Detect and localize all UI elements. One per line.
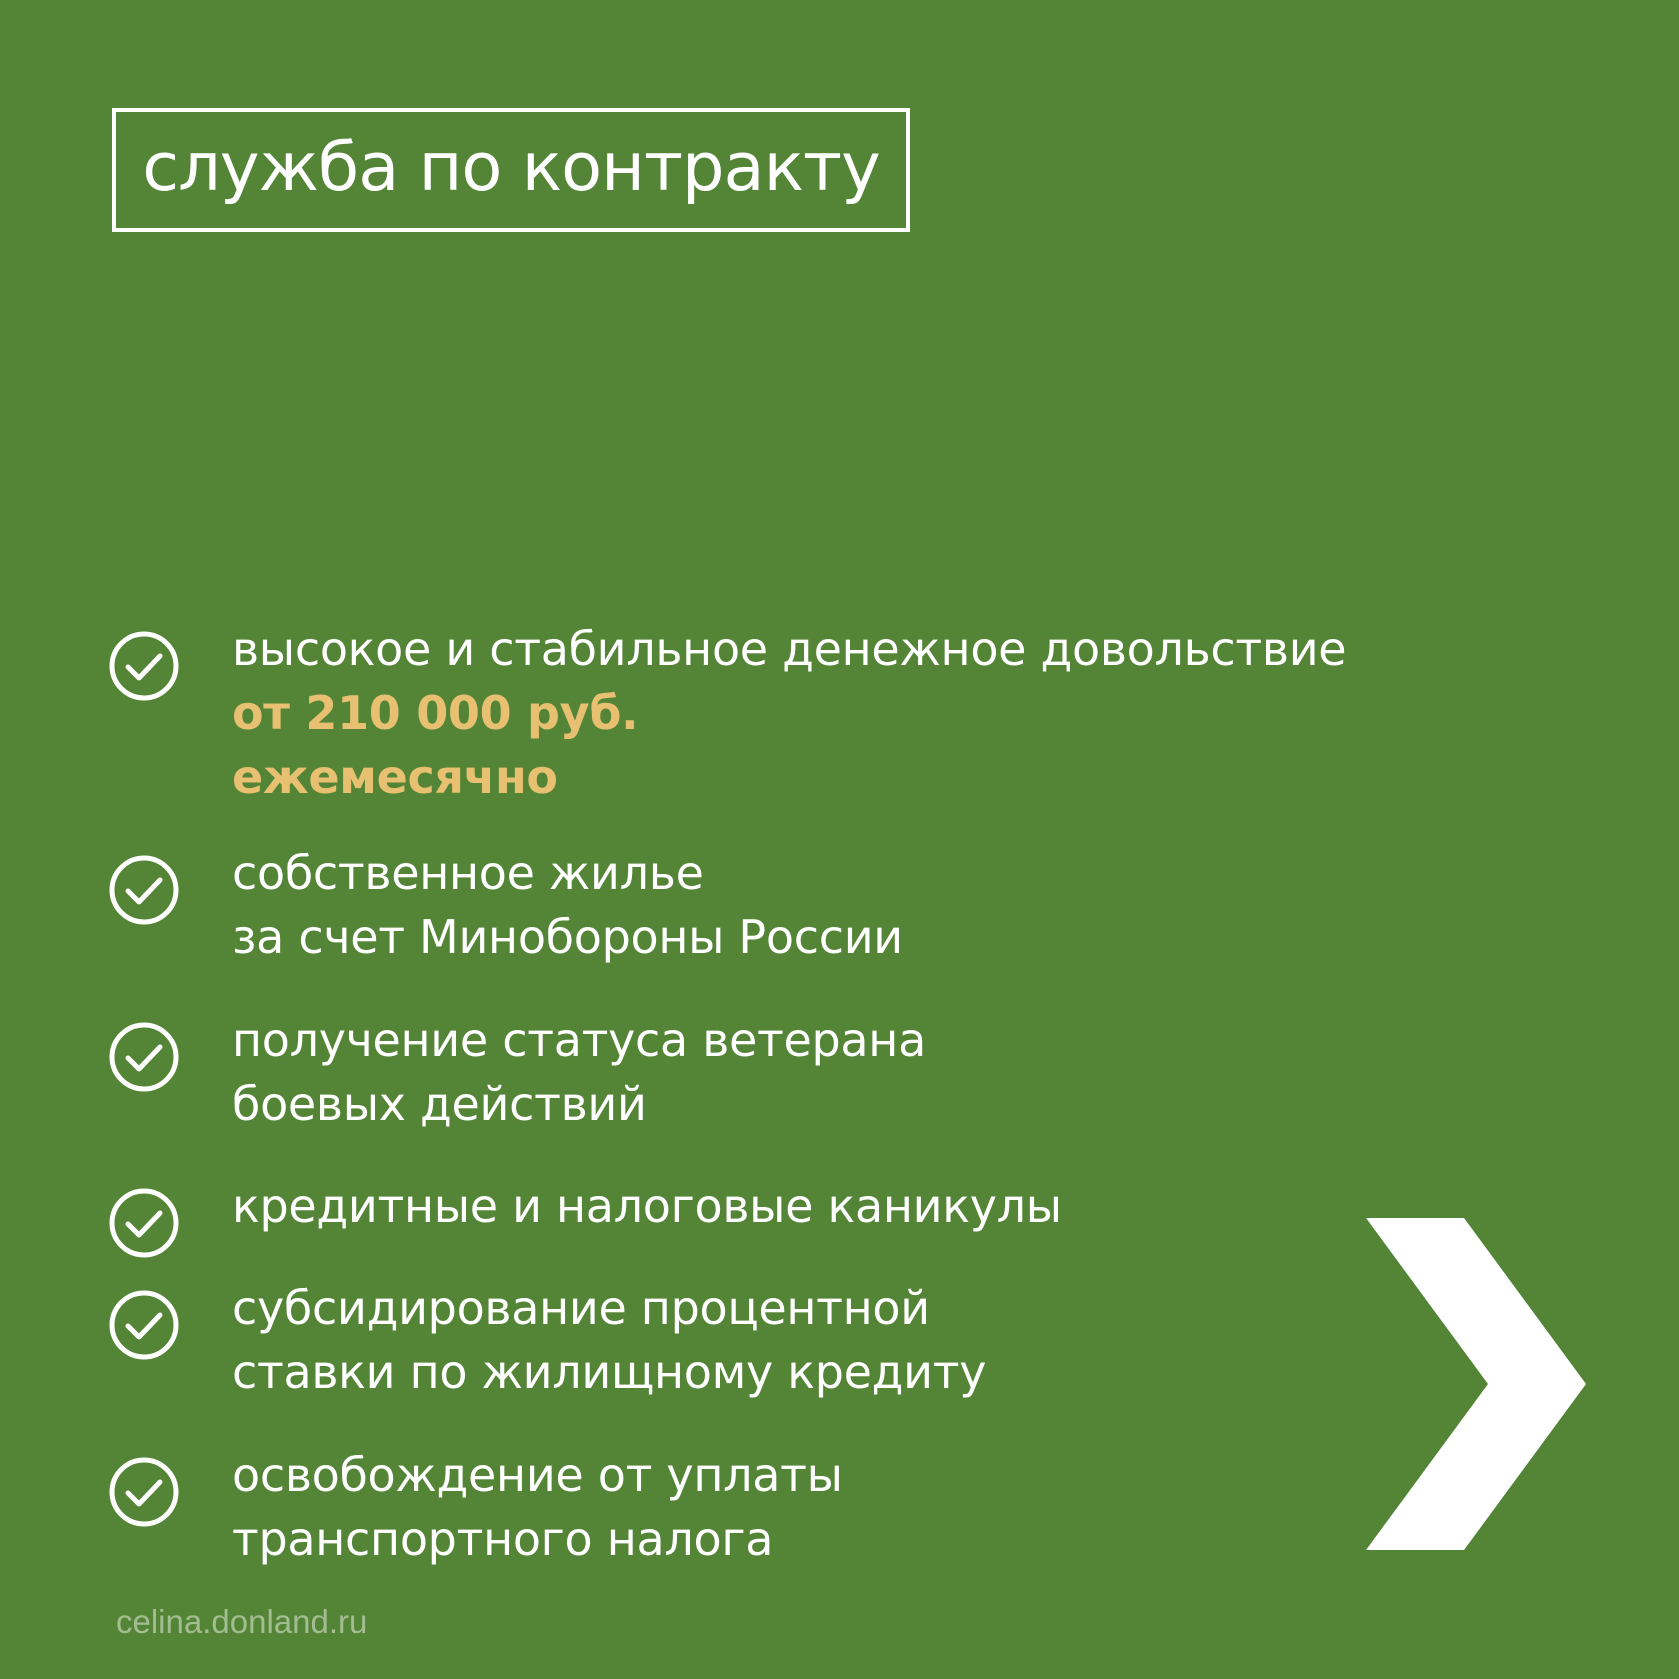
check-circle-icon <box>108 1289 180 1361</box>
benefit-line: высокое и стабильное денежное довольствие <box>232 622 1347 676</box>
benefit-line: субсидирование процентной <box>232 1281 930 1335</box>
salary-period: ежемесячно <box>232 750 558 804</box>
title-box <box>112 108 910 232</box>
benefit-line: боевых действий <box>232 1077 647 1131</box>
benefit-line: кредитные и налоговые каникулы <box>232 1179 1062 1233</box>
check-circle-icon <box>108 1456 180 1528</box>
benefit-line: транспортного налога <box>232 1512 774 1566</box>
next-slide-button[interactable] <box>1366 1218 1586 1550</box>
benefit-text <box>232 1174 1062 1238</box>
benefit-line: ставки по жилищному кредиту <box>232 1345 987 1399</box>
watermark: celina.donland.ru <box>116 1603 368 1640</box>
benefit-line: освобождение от уплаты <box>232 1448 843 1502</box>
salary-amount: от 210 000 руб. <box>232 686 639 740</box>
check-circle-icon <box>108 1021 180 1093</box>
benefit-line: получение статуса ветерана <box>232 1013 926 1067</box>
benefit-text <box>232 841 903 969</box>
benefit-text <box>232 1443 843 1571</box>
check-circle-icon <box>108 630 180 702</box>
chevron-right-icon <box>1366 1218 1586 1550</box>
benefit-line: за счет Минобороны России <box>232 910 903 964</box>
benefit-line: собственное жилье <box>232 846 704 900</box>
benefit-text <box>232 617 1346 809</box>
check-circle-icon <box>108 854 180 926</box>
benefit-text <box>232 1276 986 1404</box>
benefit-text <box>232 1008 926 1136</box>
check-circle-icon <box>108 1187 180 1259</box>
page-title: служба по контракту <box>142 127 880 206</box>
